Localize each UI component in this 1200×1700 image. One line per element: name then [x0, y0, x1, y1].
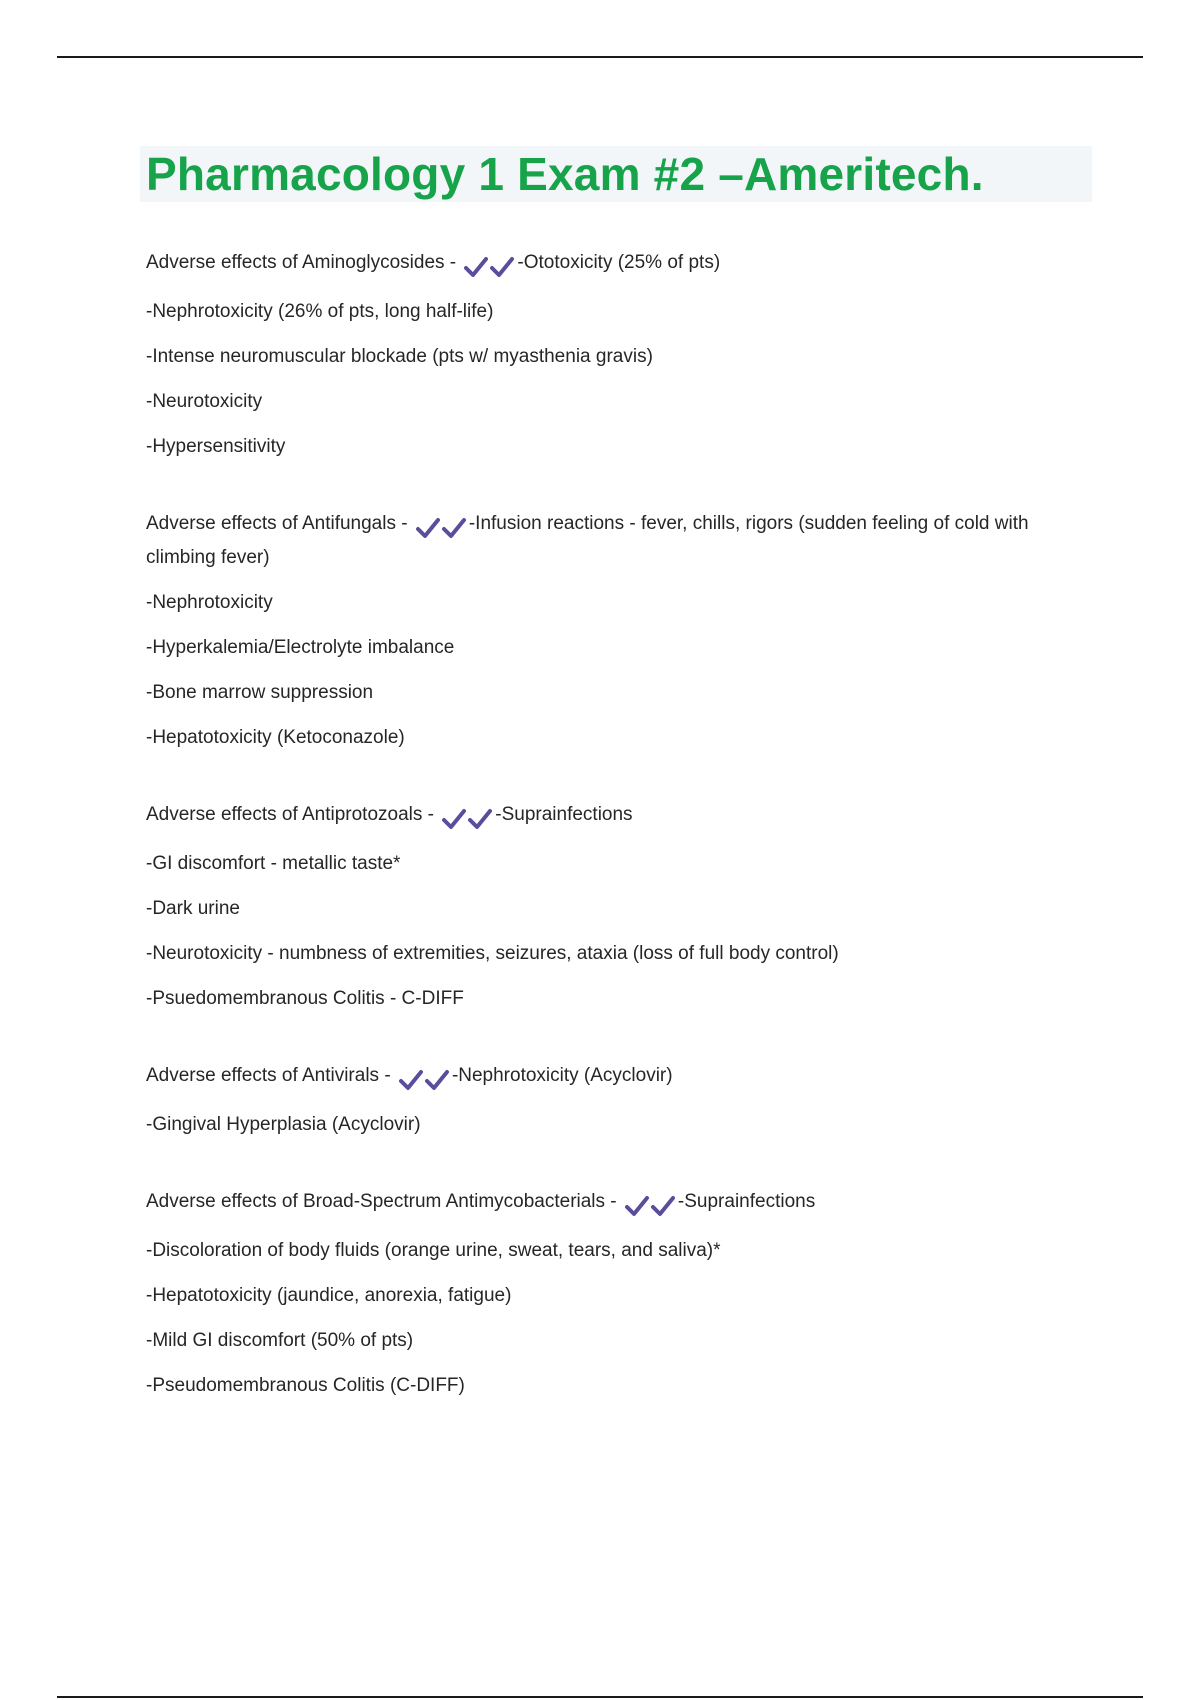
- double-check-icon: [441, 804, 493, 834]
- qa-section-antiprotozoals: [146, 800, 1076, 1014]
- qa-question-line: [146, 1061, 1076, 1095]
- check-icon: [441, 808, 467, 830]
- answer-line: -Hepatotoxicity (Ketoconazole): [146, 727, 405, 748]
- qa-section-aminoglycosides: [146, 248, 1076, 462]
- answer-line: -Mild GI discomfort (50% of pts): [146, 1330, 414, 1351]
- answer-text: -Suprainfections: [495, 804, 633, 825]
- answer-line: -Neurotoxicity: [146, 391, 263, 412]
- qa-question-line: [146, 248, 1076, 282]
- check-icon: [415, 517, 441, 539]
- double-check-icon: [415, 513, 467, 543]
- check-icon: [650, 1195, 676, 1217]
- answer-line: -Dark urine: [146, 898, 240, 919]
- answer-text: -Suprainfections: [677, 1191, 816, 1212]
- answer-line: -Psuedomembranous Colitis - C-DIFF: [146, 988, 464, 1009]
- answer-line: -Hepatotoxicity (jaundice, anorexia, fatigue): [146, 1285, 512, 1306]
- qa-section-antimycobacterials: [146, 1187, 1076, 1401]
- question-text: Adverse effects of Antivirals -: [146, 1065, 396, 1086]
- check-icon: [463, 256, 489, 278]
- answer-line: -Discoloration of body fluids (orange urine, sweat, tears, and saliva)*: [146, 1240, 721, 1261]
- qa-section-antifungals: [146, 509, 1076, 753]
- check-icon: [398, 1069, 424, 1091]
- double-check-icon: [463, 252, 515, 282]
- answer-text: -Nephrotoxicity (Acyclovir): [451, 1065, 673, 1086]
- answer-line: -Pseudomembranous Colitis (C-DIFF): [146, 1375, 465, 1396]
- document-title: Pharmacology 1 Exam #2 –Ameritech.: [146, 148, 984, 200]
- check-icon: [489, 256, 515, 278]
- check-icon: [441, 517, 467, 539]
- answer-line: -Neurotoxicity - numbness of extremities, seizures, ataxia (loss of full body control): [146, 943, 839, 964]
- double-check-icon: [624, 1191, 676, 1221]
- footer-rule: [57, 1696, 1143, 1698]
- check-icon: [624, 1195, 650, 1217]
- answer-line: -Bone marrow suppression: [146, 682, 374, 703]
- question-text: Adverse effects of Aminoglycosides -: [146, 252, 462, 273]
- question-text: Adverse effects of Broad-Spectrum Antimycobacterials -: [146, 1191, 622, 1212]
- double-check-icon: [398, 1065, 450, 1095]
- answer-line: -GI discomfort - metallic taste*: [146, 853, 401, 874]
- question-text: Adverse effects of Antiprotozoals -: [146, 804, 440, 825]
- answer-line: -Intense neuromuscular blockade (pts w/ myasthenia gravis): [146, 346, 653, 367]
- answer-line: -Nephrotoxicity: [146, 592, 273, 613]
- qa-question-line: [146, 509, 1076, 573]
- answer-line: -Gingival Hyperplasia (Acyclovir): [146, 1114, 421, 1135]
- header-rule: [57, 56, 1143, 58]
- check-icon: [424, 1069, 450, 1091]
- check-icon: [467, 808, 493, 830]
- document-body: [146, 248, 1076, 1448]
- qa-question-line: [146, 1187, 1076, 1221]
- qa-question-line: [146, 800, 1076, 834]
- answer-line: -Nephrotoxicity (26% of pts, long half-life): [146, 301, 494, 322]
- answer-text: -Ototoxicity (25% of pts): [517, 252, 721, 273]
- answer-line: -Hyperkalemia/Electrolyte imbalance: [146, 637, 455, 658]
- question-text: Adverse effects of Antifungals -: [146, 513, 413, 534]
- qa-section-antivirals: [146, 1061, 1076, 1140]
- answer-line: -Hypersensitivity: [146, 436, 286, 457]
- answer-text: -Infusion reactions - fever, chills, rigors (sudden feeling of cold with climbing fever): [146, 513, 1029, 568]
